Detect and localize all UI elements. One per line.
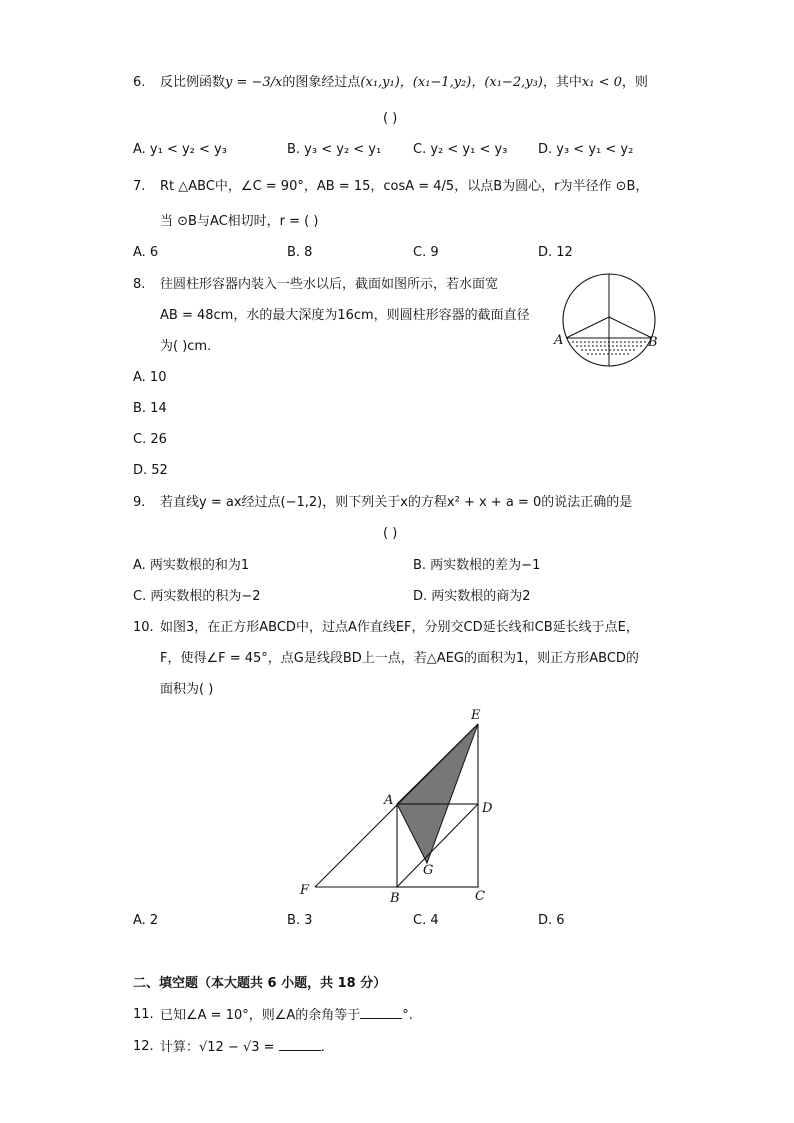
q10-option-b: B. 3 (287, 913, 313, 928)
q8-stem-line3: 为( )cm. (160, 339, 212, 354)
q8-label-b: B (648, 335, 658, 350)
q12-number: 12. (133, 1039, 154, 1054)
q6-stem-line1 (160, 74, 648, 92)
q12-text-b: . (320, 1040, 325, 1055)
q7-option-a: A. 6 (133, 245, 159, 260)
q6-option-c: C. y₂ < y₁ < y₃ (413, 142, 508, 157)
q10-option-d: D. 6 (538, 913, 565, 928)
q8-option-c: C. 26 (133, 432, 167, 447)
q6-text-d: ，则 (621, 75, 648, 90)
q9-option-c: C. 两实数根的积为−2 (133, 589, 261, 604)
q10-option-a: A. 2 (133, 913, 159, 928)
q6-text-c: ，其中 (542, 75, 582, 90)
q10-stem-line2: F，使得∠F = 45°，点G是线段BD上一点，若△AEG的面积为1，则正方形ABCD的 (160, 651, 639, 666)
q9-stem-line1: 若直线y = ax经过点(−1,2)，则下列关于x的方程x² + x + a = 0的说法正确的是 (160, 495, 633, 510)
q7-option-b: B. 8 (287, 245, 313, 260)
q8-option-a: A. 10 (133, 370, 167, 385)
q12-text-a: 计算：√12 − √3 = (160, 1040, 275, 1055)
q6-option-d: D. y₃ < y₁ < y₂ (538, 142, 634, 157)
q10-label-a: A (384, 793, 394, 808)
q8-radius-left (566, 317, 609, 338)
q10-stem-line1: 如图3，在正方形ABCD中，过点A作直线EF，分别交CD延长线和CB延长线于点E， (160, 620, 639, 635)
q6-text-a: 反比例函数 (160, 75, 226, 90)
q7-option-c: C. 9 (413, 245, 439, 260)
q9-option-b: B. 两实数根的差为−1 (413, 558, 541, 573)
q9-option-a: A. 两实数根的和为1 (133, 558, 250, 573)
q6-condition: x₁ < 0 (581, 75, 622, 90)
q10-stem-line3: 面积为( ) (160, 682, 214, 697)
q7-stem-line1: Rt △ABC中，∠C = 90°，AB = 15，cosA = 4/5，以点B为圆心，r为半径作 ⊙B， (160, 179, 649, 194)
q10-label-d: D (482, 801, 493, 816)
q6-answer-paren: ( ) (383, 111, 398, 126)
q11-stem (160, 1006, 413, 1025)
q8-stem-line1: 往圆柱形容器内装入一些水以后，截面如图所示，若水面宽 (160, 277, 499, 292)
q6-points: (x₁,y₁)，(x₁−1,y₂)，(x₁−2,y₃) (360, 75, 543, 90)
q7-stem-line2: 当 ⊙B与AC相切时，r = ( ) (160, 214, 319, 229)
q9-option-d: D. 两实数根的商为2 (413, 589, 531, 604)
q11-number: 11. (133, 1007, 154, 1022)
q10-label-f: F (300, 883, 310, 898)
q8-circle-figure (548, 268, 666, 380)
q8-radius-right (609, 317, 652, 338)
q8-number: 8. (133, 277, 146, 292)
q8-option-d: D. 52 (133, 463, 168, 478)
q12-stem (160, 1038, 325, 1057)
q8-option-b: B. 14 (133, 401, 167, 416)
q6-option-b: B. y₃ < y₂ < y₁ (287, 142, 382, 157)
q10-label-g: G (423, 863, 434, 878)
q10-number: 10. (133, 620, 154, 635)
q7-number: 7. (133, 179, 146, 194)
q7-option-d: D. 12 (538, 245, 573, 260)
q10-label-b: B (390, 891, 400, 906)
q8-stem-line2: AB = 48cm，水的最大深度为16cm，则圆柱形容器的截面直径 (160, 308, 530, 323)
q11-text-b: °. (402, 1008, 413, 1023)
q9-number: 9. (133, 495, 146, 510)
q9-answer-paren: ( ) (383, 526, 398, 541)
q10-label-c: C (475, 889, 485, 904)
q12-answer-blank[interactable] (279, 1038, 321, 1051)
q8-label-a: A (554, 333, 564, 348)
q11-text-a: 已知∠A = 10°，则∠A的余角等于 (160, 1008, 361, 1023)
q6-text-b: 的图象经过点 (282, 75, 361, 90)
q11-answer-blank[interactable] (360, 1006, 402, 1019)
q10-label-e: E (471, 708, 481, 723)
q6-number: 6. (133, 75, 146, 90)
q6-function: y = −3/x (225, 75, 283, 90)
q10-option-c: C. 4 (413, 913, 439, 928)
section2-title: 二、填空题（本大题共 6 小题，共 18 分） (133, 976, 387, 991)
q10-square-figure (290, 700, 510, 910)
q6-option-a: A. y₁ < y₂ < y₃ (133, 142, 227, 157)
